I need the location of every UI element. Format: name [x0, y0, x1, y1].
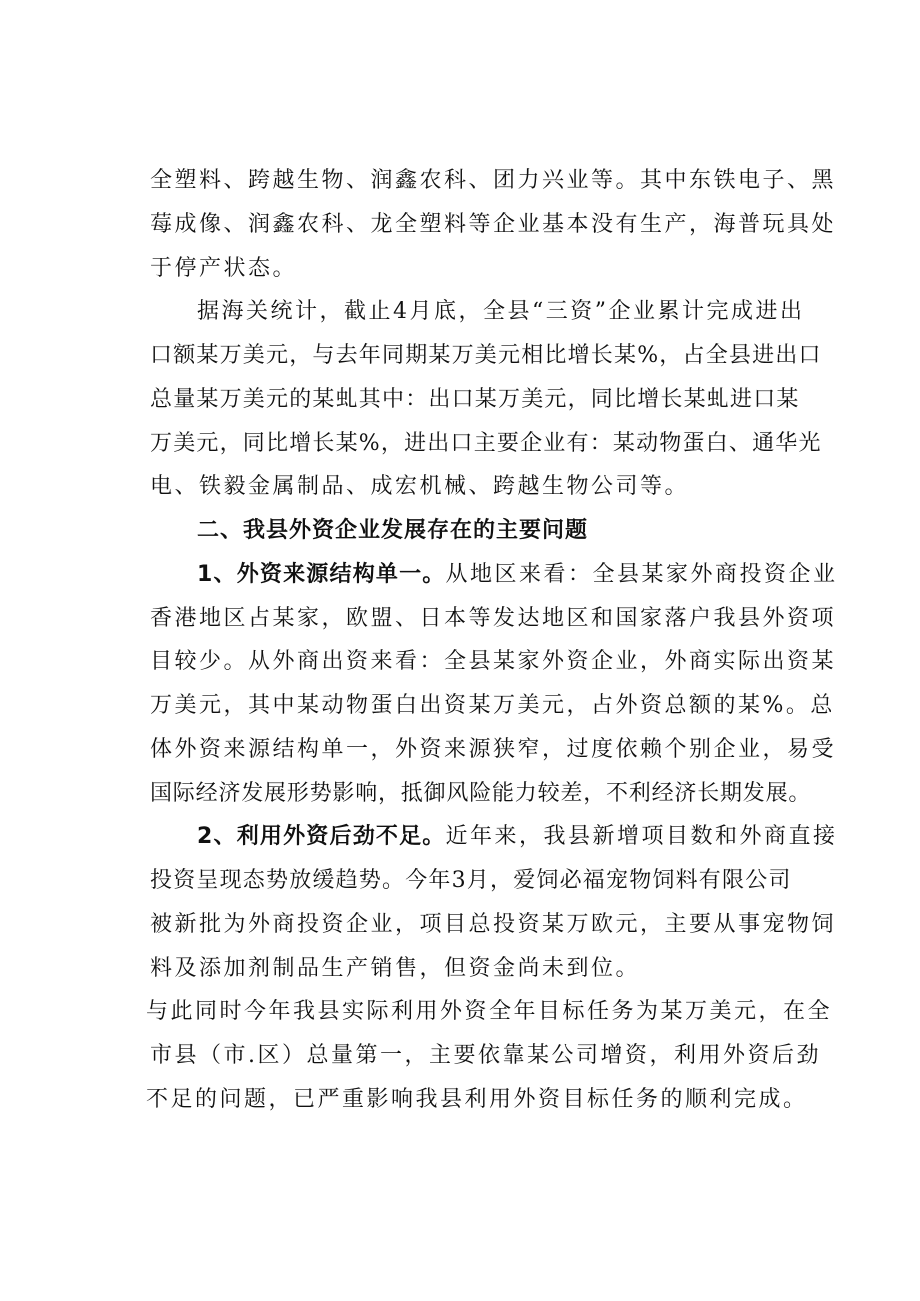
- p4-line-3: 被新批为外商投资企业，项目总投资某万欧元，主要从事宠物饲: [150, 912, 837, 937]
- p2-line-2: 口额某万美元，与去年同期某万美元相比增长某%，占全县进出口: [150, 343, 822, 368]
- p4-lead: 2、利用外资后劲不足。: [197, 824, 446, 849]
- p3-line-5: 体外资来源结构单一，外资来源狭窄，过度依赖个别企业，易受: [150, 737, 837, 762]
- p3-lead: 1、外资来源结构单一。: [197, 562, 446, 587]
- p3-line-6: 国际经济发展形势影响，抵御风险能力较差，不利经济长期发展。: [150, 781, 812, 806]
- p2-line-4: 万美元，同比增长某%，进出口主要企业有：某动物蛋白、通华光: [150, 431, 822, 456]
- p3-line-3: 目较少。从外商出资来看：全县某家外资企业，外商实际出资某: [150, 649, 837, 674]
- p5-line-2: 市县（市.区）总量第一，主要依靠某公司增资，利用外资后劲: [150, 1043, 821, 1068]
- p1-line-1: 全塑料、跨越生物、润鑫农科、团力兴业等。其中东铁电子、黑: [150, 168, 837, 193]
- p3-line-2: 香港地区占某家，欧盟、日本等发达地区和国家落户我县外资项: [150, 606, 837, 631]
- p2-line-3: 总量某万美元的某虬其中：出口某万美元，同比增长某虬进口某: [150, 387, 800, 412]
- p5-line-3: 不足的问题，已严重影响我县利用外资目标任务的顺利完成。: [146, 1087, 808, 1112]
- p5-line-1: 与此同时今年我县实际利用外资全年目标任务为某万美元，在全: [146, 999, 833, 1024]
- p2-line-1: 据海关统计，截止4月底，全县“三资”企业累计完成进出: [197, 299, 805, 324]
- p4-line-1-rest: 近年来，我县新增项目数和外商直接: [445, 824, 838, 849]
- p2-line-5: 电、铁毅金属制品、成宏机械、跨越生物公司等。: [150, 474, 690, 499]
- p4-line-4: 料及添加剂制品生产销售，但资金尚未到位。: [150, 956, 641, 981]
- p4-line-1: [197, 822, 838, 852]
- p3-line-1-rest: 从地区来看：全县某家外商投资企业: [445, 562, 838, 587]
- p4-line-2: 投资呈现态势放缓趋势。今年3月，爱饲必福宠物饲料有限公司: [150, 868, 792, 893]
- p1-line-2: 莓成像、润鑫农科、龙全塑料等企业基本没有生产，海普玩具处: [150, 212, 837, 237]
- section-heading: 二、我县外资企业发展存在的主要问题: [197, 518, 589, 543]
- p3-line-1: [197, 560, 838, 590]
- p1-line-3: 于停产状态。: [150, 256, 298, 281]
- p3-line-4: 万美元，其中某动物蛋白出资某万美元，占外资总额的某%。总: [150, 693, 835, 718]
